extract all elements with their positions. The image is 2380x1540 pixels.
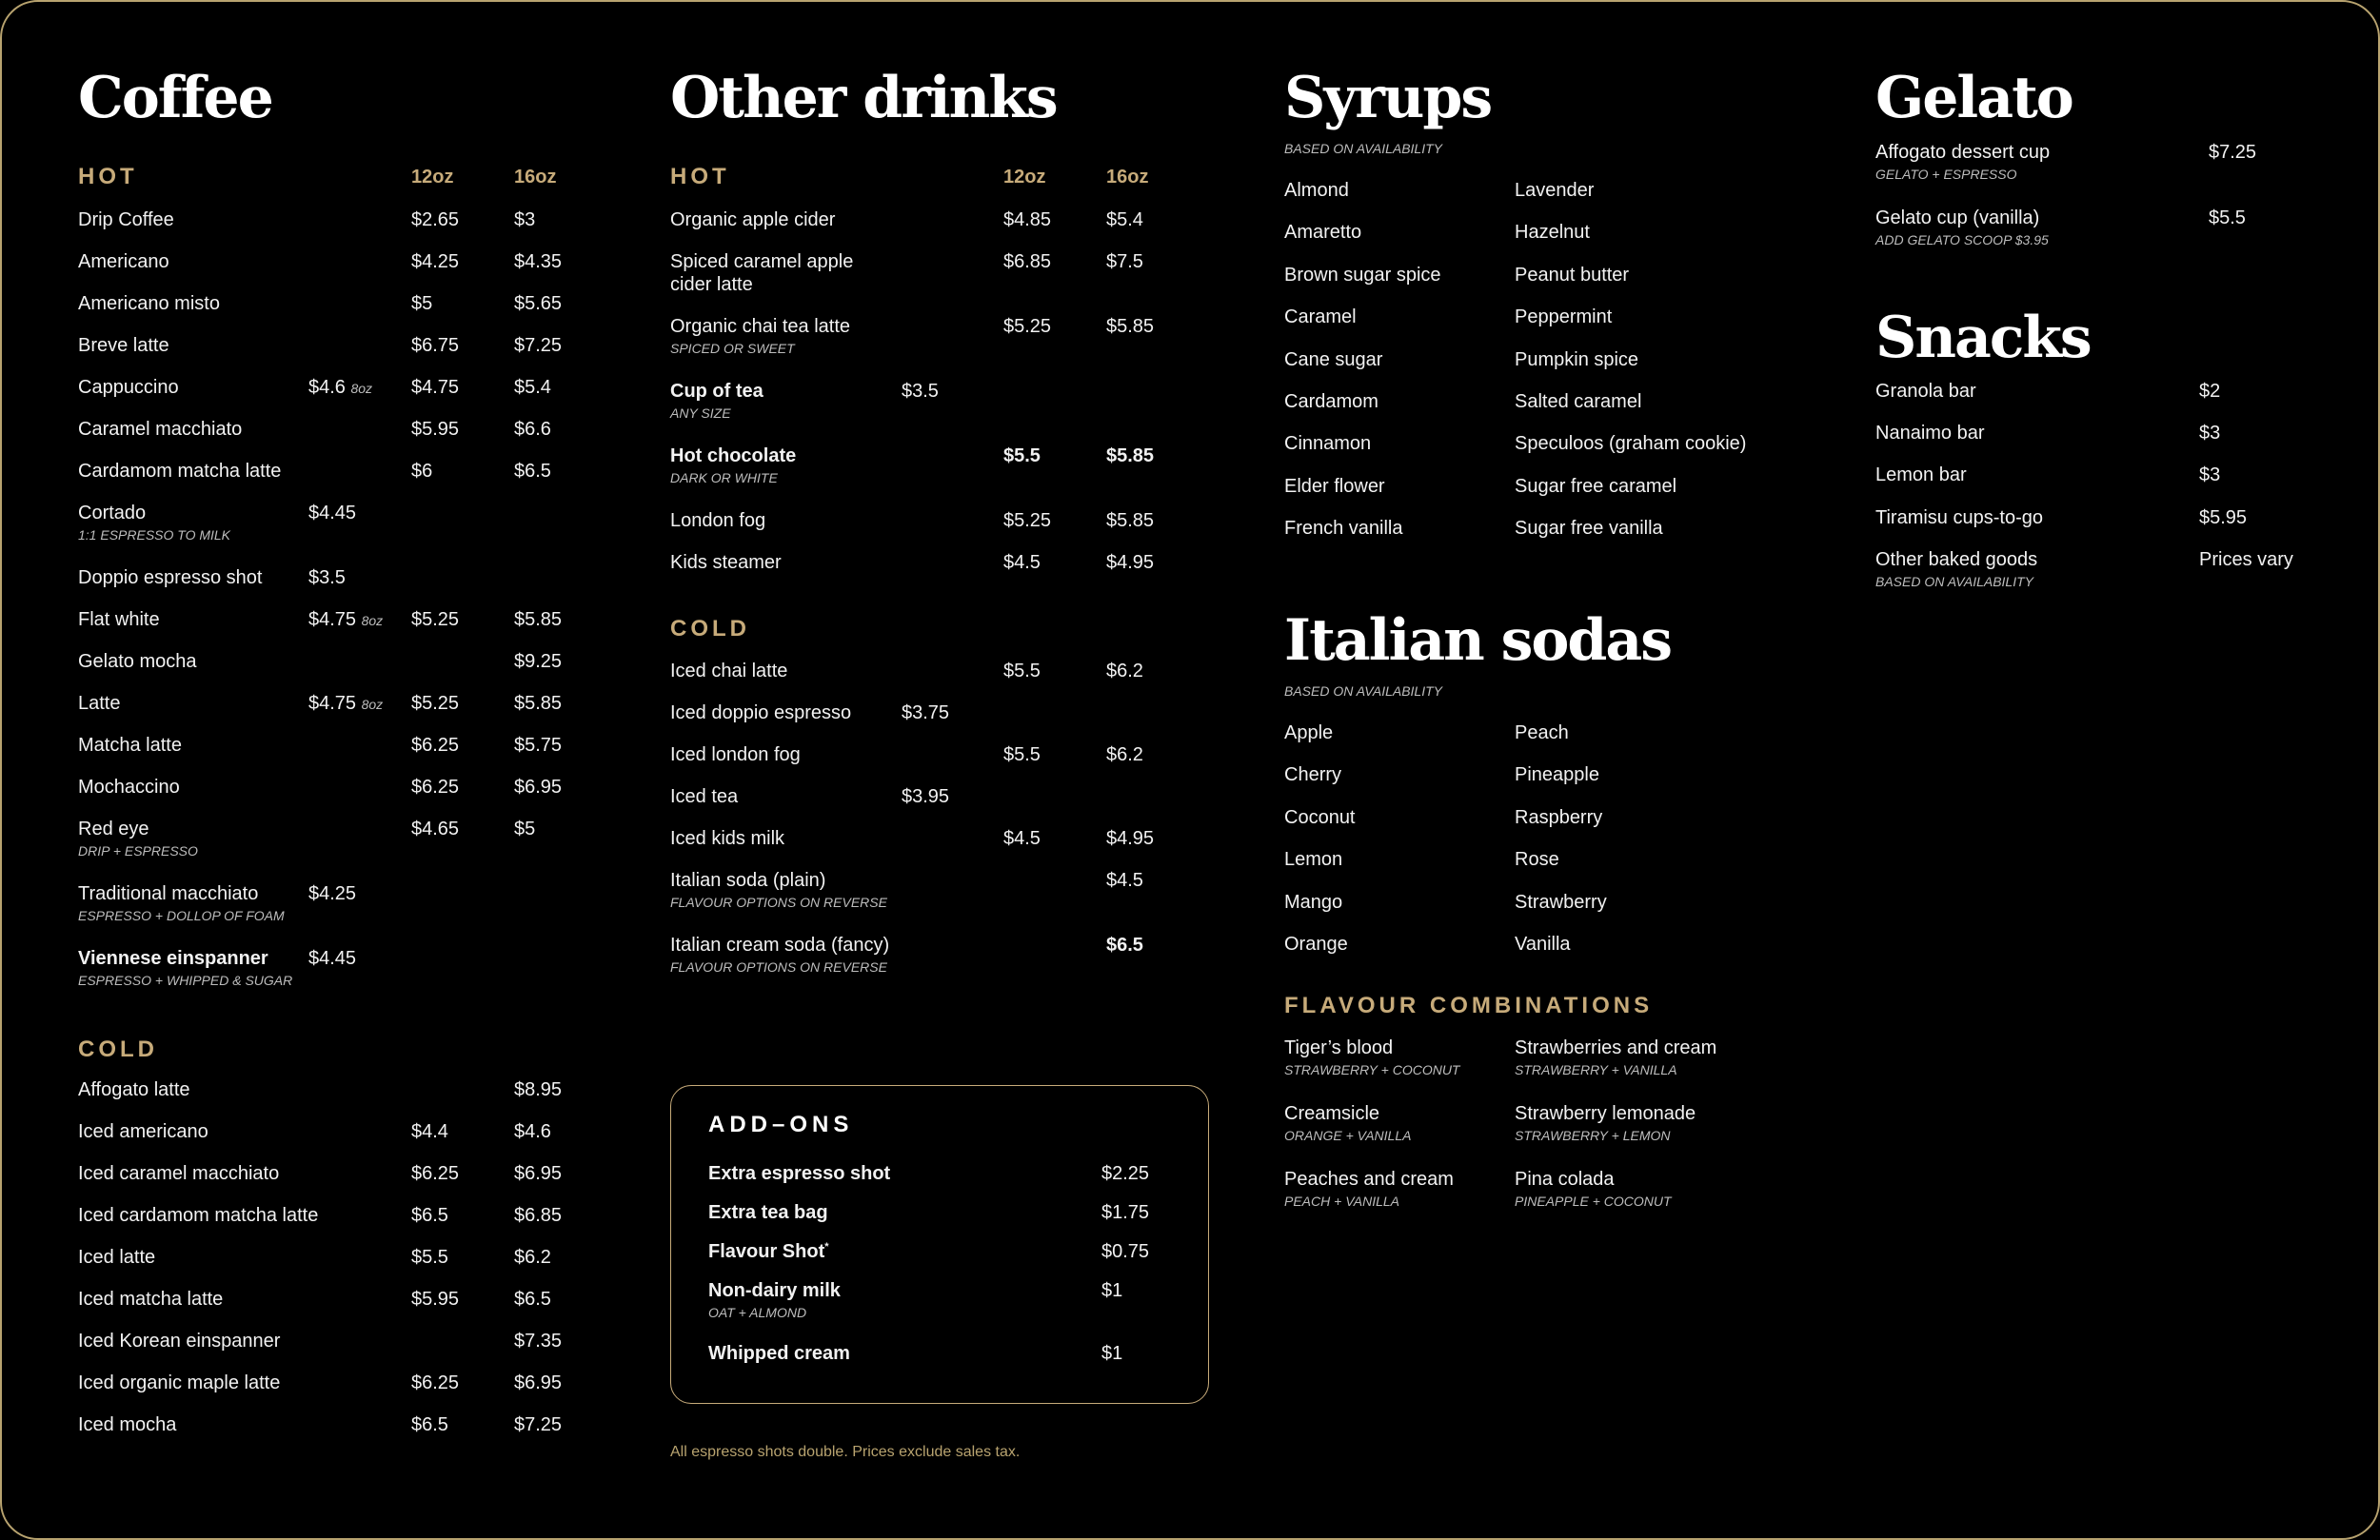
item-price-12oz: $4.5	[1003, 552, 1041, 573]
item-name: Iced matcha latte	[78, 1289, 224, 1310]
flavour-item: Hazelnut	[1515, 222, 1590, 244]
syrups-subtitle: BASED ON AVAILABILITY	[1284, 141, 1442, 156]
item-price-16oz: $6.85	[514, 1205, 563, 1226]
combo-note: PINEAPPLE + COCONUT	[1515, 1194, 1672, 1209]
item-price-12oz: $5.95	[411, 1289, 460, 1310]
item-price-single: $3.75	[902, 702, 950, 723]
item-price-16oz: $5.85	[1106, 316, 1155, 337]
item-name: Organic apple cider	[670, 209, 836, 230]
item-name: Iced mocha	[78, 1414, 177, 1435]
flavour-item: Brown sugar spice	[1284, 264, 1441, 286]
item-price-16oz: $6.2	[514, 1247, 551, 1268]
size-unit: 8oz	[361, 613, 384, 628]
item-price-16oz: $5.75	[514, 735, 563, 756]
item-price-12oz: $5.25	[411, 693, 460, 714]
flavour-item: French vanilla	[1284, 518, 1403, 540]
item-price-12oz: $5.25	[1003, 316, 1052, 337]
other-drinks-title: Other drinks	[670, 65, 1057, 131]
item-price-12oz: $4.5	[1003, 828, 1041, 849]
item-price-single: $4.25	[308, 883, 357, 904]
item-price-16oz: $5.85	[514, 609, 563, 630]
item-name: Iced chai latte	[670, 661, 788, 681]
item-name: London fog	[670, 510, 766, 531]
combo-note: STRAWBERRY + COCONUT	[1284, 1062, 1460, 1077]
gelato-item-price: $7.25	[2209, 142, 2257, 163]
item-price-12oz: $5.5	[411, 1247, 448, 1268]
item-price-16oz: $6.95	[514, 777, 563, 798]
item-price-single: $3.5	[902, 381, 939, 402]
snack-name: Other baked goods	[1875, 548, 2038, 570]
flavour-item: Sugar free caramel	[1515, 475, 1677, 497]
addon-name: Non-dairy milk	[708, 1280, 841, 1301]
item-price-12oz: $5.25	[411, 609, 460, 630]
syrups-title: Syrups	[1284, 65, 1492, 131]
item-price-16oz: $7.25	[514, 1414, 563, 1435]
item-name: Red eye	[78, 819, 149, 839]
snack-name: Tiramisu cups-to-go	[1875, 506, 2043, 528]
item-name: Iced caramel macchiato	[78, 1163, 280, 1184]
other-hot-label: HOT	[670, 164, 730, 189]
item-price-16oz: $7.5	[1106, 251, 1143, 272]
item-name: Breve latte	[78, 335, 169, 356]
item-price-16oz: $5.4	[514, 377, 551, 398]
item-price-12oz: $5.95	[411, 419, 460, 440]
addon-price: $1	[1101, 1280, 1123, 1301]
item-note: 1:1 ESPRESSO TO MILK	[78, 527, 231, 543]
flavour-item: Peppermint	[1515, 306, 1613, 328]
flavour-item: Elder flower	[1284, 475, 1385, 497]
combo-name: Pina colada	[1515, 1169, 1615, 1190]
item-price-12oz: $5.5	[1003, 744, 1041, 765]
flavour-combinations-label: FLAVOUR COMBINATIONS	[1284, 993, 1654, 1018]
item-note: ESPRESSO + DOLLOP OF FOAM	[78, 908, 285, 923]
flavour-item: Amaretto	[1284, 222, 1362, 244]
item-price-16oz: $6.5	[514, 1289, 551, 1310]
flavour-item: Rose	[1515, 849, 1559, 871]
item-name: Iced Korean einspanner	[78, 1331, 281, 1352]
sodas-subtitle: BASED ON AVAILABILITY	[1284, 683, 1442, 699]
item-name: Cortado	[78, 503, 147, 523]
item-price-single: $4.45	[308, 948, 357, 969]
item-price-16oz: $7.35	[514, 1331, 563, 1352]
gelato-item-name: Gelato cup (vanilla)	[1875, 207, 2040, 228]
combo-name: Creamsicle	[1284, 1103, 1380, 1124]
footnote-marker: *	[824, 1241, 829, 1253]
footer-note: All espresso shots double. Prices exclude sales tax.	[670, 1444, 1021, 1460]
item-price-12oz: $6.5	[411, 1205, 448, 1226]
item-name: Kids steamer	[670, 552, 782, 573]
item-price-12oz: $4.25	[411, 251, 460, 272]
item-price-12oz: $5.25	[1003, 510, 1052, 531]
item-price-16oz: $4.5	[1106, 870, 1143, 891]
item-price-16oz: $6.2	[1106, 661, 1143, 681]
flavour-item: Cane sugar	[1284, 348, 1383, 370]
flavour-item: Lemon	[1284, 849, 1343, 871]
gelato-item-name: Affogato dessert cup	[1875, 142, 2051, 163]
item-price-16oz: $4.95	[1106, 552, 1155, 573]
gelato-item-note: ADD GELATO SCOOP $3.95	[1875, 232, 2049, 247]
item-price-single: $3.5	[308, 567, 346, 588]
item-name: Iced americano	[78, 1121, 208, 1142]
addon-price: $1	[1101, 1343, 1123, 1364]
item-note: FLAVOUR OPTIONS ON REVERSE	[670, 959, 887, 975]
item-name: Cup of tea	[670, 381, 764, 402]
item-price-16oz: $9.25	[514, 651, 563, 672]
item-name: Organic chai tea latte	[670, 316, 850, 337]
item-name: Italian cream soda (fancy)	[670, 935, 890, 956]
flavour-item: Orange	[1284, 934, 1348, 955]
flavour-item: Vanilla	[1515, 934, 1571, 955]
item-name: Cappuccino	[78, 377, 179, 398]
addon-price: $0.75	[1101, 1241, 1150, 1262]
snack-name: Lemon bar	[1875, 464, 1967, 486]
item-price-16oz: $6.2	[1106, 744, 1143, 765]
combo-note: PEACH + VANILLA	[1284, 1194, 1400, 1209]
item-name: Drip Coffee	[78, 209, 174, 230]
other-size-12: 12oz	[1003, 167, 1046, 188]
combo-note: ORANGE + VANILLA	[1284, 1128, 1412, 1143]
item-name: Iced organic maple latte	[78, 1372, 281, 1393]
item-price-12oz: $2.65	[411, 209, 460, 230]
flavour-item: Sugar free vanilla	[1515, 518, 1663, 540]
flavour-item: Pineapple	[1515, 764, 1599, 786]
snack-price: $2	[2199, 381, 2221, 402]
coffee-size-16: 16oz	[514, 167, 557, 188]
snack-price: $3	[2199, 464, 2221, 486]
snack-price: $3	[2199, 423, 2221, 444]
item-name: Iced london fog	[670, 744, 801, 765]
item-price-16oz: $4.6	[514, 1121, 551, 1142]
item-name: Gelato mocha	[78, 651, 197, 672]
coffee-hot-label: HOT	[78, 164, 138, 189]
item-note: SPICED OR SWEET	[670, 341, 795, 356]
flavour-item: Cardamom	[1284, 391, 1378, 412]
item-price-16oz: $6.5	[1106, 935, 1143, 956]
item-price-16oz: $6.5	[514, 461, 551, 482]
addon-note: OAT + ALMOND	[708, 1305, 807, 1320]
flavour-item: Peanut butter	[1515, 264, 1630, 286]
item-price-16oz: $5	[514, 819, 536, 839]
item-name: Iced doppio espresso	[670, 702, 852, 723]
item-note: DRIP + ESPRESSO	[78, 843, 198, 859]
flavour-item: Pumpkin spice	[1515, 348, 1639, 370]
item-name: Caramel macchiato	[78, 419, 243, 440]
item-price-12oz: $6.25	[411, 777, 460, 798]
item-note: ESPRESSO + WHIPPED & SUGAR	[78, 973, 293, 988]
combo-note: STRAWBERRY + LEMON	[1515, 1128, 1671, 1143]
item-name: Mochaccino	[78, 777, 180, 798]
combo-name: Strawberry lemonade	[1515, 1103, 1696, 1124]
flavour-item: Peach	[1515, 722, 1569, 743]
item-price-12oz: $4.4	[411, 1121, 448, 1142]
item-name: Iced cardamom matcha latte	[78, 1205, 319, 1226]
item-price-12oz: $6.25	[411, 735, 460, 756]
coffee-cold-label: COLD	[78, 1037, 158, 1062]
snack-name: Nanaimo bar	[1875, 423, 1985, 444]
item-price-12oz: $5.5	[1003, 445, 1041, 466]
flavour-item: Salted caramel	[1515, 391, 1642, 412]
snack-name: Granola bar	[1875, 381, 1976, 402]
item-price-16oz: $8.95	[514, 1079, 563, 1100]
item-price-12oz: $4.75	[411, 377, 460, 398]
item-price-12oz: $6.85	[1003, 251, 1052, 272]
addon-name: Extra tea bag	[708, 1202, 828, 1223]
addon-price: $1.75	[1101, 1202, 1150, 1223]
item-name: Iced tea	[670, 786, 739, 807]
snack-price: Prices vary	[2199, 548, 2293, 570]
item-price-16oz: $5.85	[514, 693, 563, 714]
item-name: Hot chocolate	[670, 445, 797, 466]
gelato-item-price: $5.5	[2209, 207, 2246, 228]
item-name: Latte	[78, 693, 121, 714]
item-price-16oz: $5.65	[514, 293, 563, 314]
item-name: Iced kids milk	[670, 828, 785, 849]
item-price-16oz: $6.95	[514, 1372, 563, 1393]
gelato-item-note: GELATO + ESPRESSO	[1875, 167, 2017, 182]
other-cold-label: COLD	[670, 616, 750, 642]
item-price-12oz: $6.75	[411, 335, 460, 356]
item-name: Traditional macchiato	[78, 883, 259, 904]
item-price-16oz: $4.95	[1106, 828, 1155, 849]
item-name: Affogato latte	[78, 1079, 190, 1100]
item-price-16oz: $5.4	[1106, 209, 1143, 230]
item-price-16oz: $3	[514, 209, 536, 230]
item-price-12oz: $6.25	[411, 1163, 460, 1184]
snack-price: $5.95	[2199, 506, 2248, 528]
addon-name: Whipped cream	[708, 1343, 850, 1364]
item-name: Americano misto	[78, 293, 220, 314]
item-price-12oz: $4.85	[1003, 209, 1052, 230]
item-name: Italian soda (plain)	[670, 870, 826, 891]
addon-price: $2.25	[1101, 1163, 1150, 1184]
combo-note: STRAWBERRY + VANILLA	[1515, 1062, 1677, 1077]
addons-title: ADD–ONS	[708, 1112, 854, 1137]
flavour-item: Apple	[1284, 722, 1334, 743]
coffee-size-12: 12oz	[411, 167, 454, 188]
item-note: ANY SIZE	[670, 405, 731, 421]
item-name: Viennese einspanner	[78, 948, 268, 969]
item-price-12oz: $6.5	[411, 1414, 448, 1435]
other-size-16: 16oz	[1106, 167, 1149, 188]
flavour-item: Coconut	[1284, 806, 1356, 828]
item-note: DARK OR WHITE	[670, 470, 778, 485]
flavour-item: Cherry	[1284, 764, 1342, 786]
flavour-item: Speculoos (graham cookie)	[1515, 433, 1747, 455]
combo-name: Peaches and cream	[1284, 1169, 1454, 1190]
italian-sodas-title: Italian sodas	[1284, 607, 1672, 674]
item-note: FLAVOUR OPTIONS ON REVERSE	[670, 895, 887, 910]
item-name: Flat white	[78, 609, 160, 630]
addon-name: Flavour Shot*	[708, 1241, 829, 1262]
combo-name: Strawberries and cream	[1515, 1037, 1717, 1058]
item-price-single: $3.95	[902, 786, 950, 807]
item-price-8oz: $4.75 8oz	[308, 693, 384, 714]
flavour-item: Strawberry	[1515, 891, 1607, 913]
item-price-12oz: $6.25	[411, 1372, 460, 1393]
item-price-16oz: $7.25	[514, 335, 563, 356]
item-price-12oz: $5	[411, 293, 433, 314]
snacks-title: Snacks	[1875, 305, 2091, 371]
item-name: Matcha latte	[78, 735, 182, 756]
flavour-item: Lavender	[1515, 180, 1595, 201]
item-price-16oz: $6.6	[514, 419, 551, 440]
item-price-8oz: $4.6 8oz	[308, 377, 373, 398]
item-price-16oz: $5.85	[1106, 510, 1155, 531]
combo-name: Tiger’s blood	[1284, 1037, 1394, 1058]
item-price-single: $4.45	[308, 503, 357, 523]
coffee-title: Coffee	[78, 65, 272, 131]
flavour-item: Caramel	[1284, 306, 1357, 328]
item-price-16oz: $4.35	[514, 251, 563, 272]
item-name: Americano	[78, 251, 169, 272]
item-name: Doppio espresso shot	[78, 567, 263, 588]
item-name: Iced latte	[78, 1247, 156, 1268]
addon-name: Extra espresso shot	[708, 1163, 891, 1184]
size-unit: 8oz	[361, 697, 384, 712]
item-name: Spiced caramel apple	[670, 251, 854, 272]
size-unit: 8oz	[350, 381, 373, 396]
item-price-16oz: $6.95	[514, 1163, 563, 1184]
flavour-item: Raspberry	[1515, 806, 1603, 828]
item-name-line2: cider latte	[670, 274, 753, 295]
item-price-12oz: $6	[411, 461, 433, 482]
item-price-8oz: $4.75 8oz	[308, 609, 384, 630]
item-price-12oz: $5.5	[1003, 661, 1041, 681]
gelato-title: Gelato	[1875, 65, 2073, 131]
flavour-item: Mango	[1284, 891, 1343, 913]
snack-note: BASED ON AVAILABILITY	[1875, 573, 2033, 589]
item-name: Cardamom matcha latte	[78, 461, 282, 482]
flavour-item: Almond	[1284, 180, 1349, 201]
item-price-16oz: $5.85	[1106, 445, 1155, 466]
flavour-item: Cinnamon	[1284, 433, 1372, 455]
item-price-12oz: $4.65	[411, 819, 460, 839]
